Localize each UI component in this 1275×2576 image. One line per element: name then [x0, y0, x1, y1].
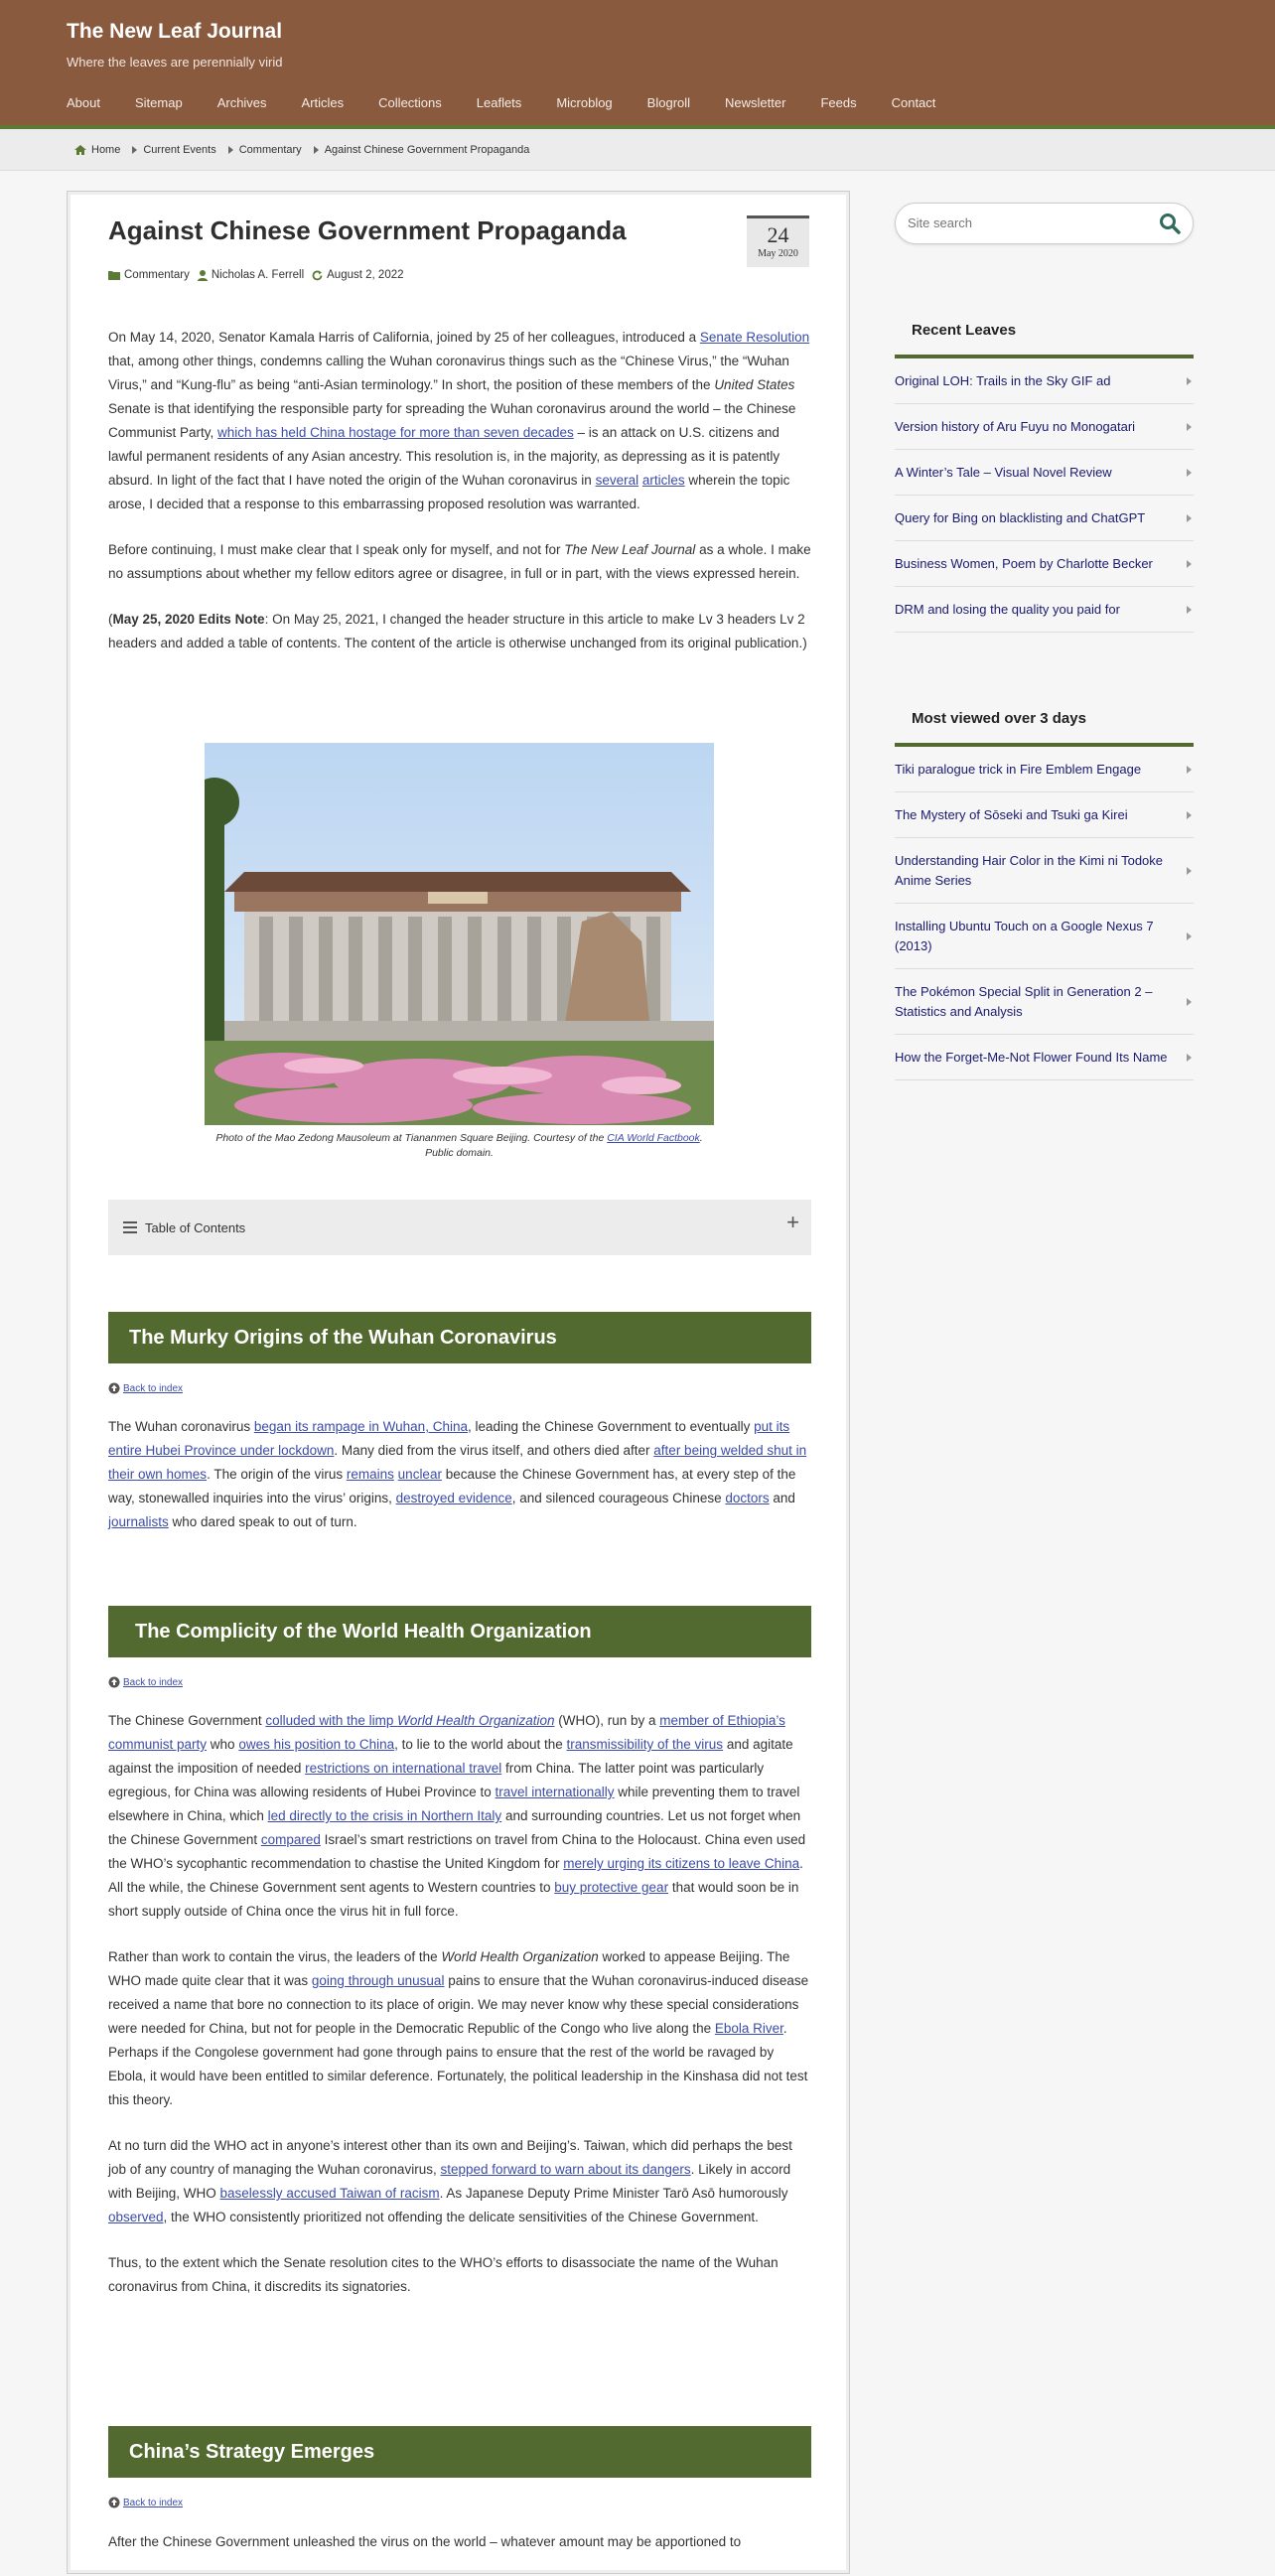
sidebar: [895, 203, 1194, 1080]
search-icon[interactable]: [1159, 213, 1181, 234]
breadcrumb-home-label: Home: [91, 143, 121, 156]
recent-leaves-widget: [895, 322, 1194, 633]
chevron-right-icon: [228, 146, 233, 154]
list-item[interactable]: [895, 587, 1194, 633]
chevron-right-icon: [132, 146, 137, 154]
main-nav: [67, 95, 970, 110]
nav-collections[interactable]: Collections: [378, 95, 442, 110]
breadcrumb-home[interactable]: [74, 144, 120, 156]
list-item[interactable]: [895, 450, 1194, 496]
breadcrumb-current-events[interactable]: [132, 144, 215, 156]
chevron-right-icon: [1187, 560, 1192, 568]
link[interactable]: owes his position to China: [238, 1737, 395, 1752]
chevron-right-icon: [1187, 606, 1192, 614]
link[interactable]: member of Ethiopia’s communist party: [108, 1713, 785, 1752]
link[interactable]: buy protective gear: [554, 1880, 669, 1895]
chevron-right-icon: [1187, 811, 1192, 819]
article-intro: [108, 326, 811, 677]
list-item-label: A Winter’s Tale – Visual Novel Review: [895, 465, 1112, 480]
widget-title: Most viewed over 3 days: [895, 710, 1194, 747]
paragraph: (May 25, 2020 Edits Note: On May 25, 2021, I changed the header structure in this article to make Lv 3 headers Lv 2 headers and added a table of contents. The content of the article is otherwise unchanged from its original publication.): [108, 612, 807, 650]
link[interactable]: articles: [641, 473, 685, 488]
chevron-right-icon: [1187, 469, 1192, 477]
toc-label: Table of Contents: [145, 1219, 246, 1235]
nav-microblog[interactable]: Microblog: [556, 95, 613, 110]
link[interactable]: observed: [108, 2210, 164, 2224]
paragraph: Before continuing, I must make clear that I speak only for myself, and not for The New Leaf Journal as a whole. I make no assumptions about whether my fellow editors agree or disagree, in full or in part, with the views expressed herein.: [108, 542, 811, 581]
link[interactable]: remains: [346, 1467, 394, 1482]
section-heading: China’s Strategy Emerges: [108, 2426, 811, 2478]
caption-text: . Public domain.: [425, 1132, 703, 1159]
back-to-index-link[interactable]: Back to index: [123, 2497, 184, 2508]
breadcrumb-label: Against Chinese Government Propaganda: [324, 143, 530, 156]
list-item-label: DRM and losing the quality you paid for: [895, 602, 1120, 617]
folder-icon: [108, 270, 120, 280]
chevron-right-icon: [1187, 867, 1192, 875]
link[interactable]: colluded with the limp World Health Organization: [265, 1713, 555, 1728]
post-meta: [108, 269, 412, 281]
list-item-label: The Pokémon Special Split in Generation 2 – Statistics and Analysis: [895, 984, 1153, 1019]
link[interactable]: after being welded shut in their own homes: [108, 1443, 807, 1482]
caption-text: Photo of the Mao Zedong Mausoleum at Tiananmen Square Beijing. Courtesy of the: [215, 1132, 608, 1144]
list-item-label: Original LOH: Trails in the Sky GIF ad: [895, 373, 1111, 388]
back-to-index[interactable]: [108, 1382, 183, 1394]
chevron-right-icon: [1187, 514, 1192, 522]
list-item[interactable]: [895, 541, 1194, 587]
link[interactable]: stepped forward to warn about its dangers: [440, 2162, 691, 2177]
nav-sitemap[interactable]: Sitemap: [134, 95, 183, 110]
link[interactable]: Senate Resolution: [699, 330, 810, 345]
chevron-right-icon: [1187, 998, 1192, 1006]
back-to-index-link[interactable]: Back to index: [123, 1382, 184, 1394]
list-item-label: How the Forget-Me-Not Flower Found Its Name: [895, 1050, 1168, 1065]
article-figure: [205, 743, 714, 1161]
link[interactable]: doctors: [725, 1491, 770, 1505]
breadcrumb: [0, 129, 1275, 171]
author-label: Nicholas A. Ferrell: [211, 269, 305, 281]
search-input[interactable]: [908, 215, 1136, 230]
back-to-index[interactable]: [108, 2497, 183, 2508]
link[interactable]: unclear: [397, 1467, 442, 1482]
breadcrumb-label: Current Events: [143, 143, 216, 156]
nav-archives[interactable]: Archives: [216, 95, 267, 110]
list-item-label: Version history of Aru Fuyu no Monogatari: [895, 419, 1136, 434]
figure-caption: [205, 1131, 714, 1161]
nav-newsletter[interactable]: Newsletter: [725, 95, 786, 110]
link[interactable]: going through unusual: [311, 1973, 445, 1988]
list-item[interactable]: [895, 358, 1194, 404]
category-label: Commentary: [124, 269, 190, 281]
list-item-label: Tiki paralogue trick in Fire Emblem Engage: [895, 762, 1142, 777]
section-body: [108, 1709, 811, 2321]
link[interactable]: began its rampage in Wuhan, China: [253, 1419, 468, 1434]
list-item-label: Installing Ubuntu Touch on a Google Nexus 7 (2013): [895, 919, 1154, 953]
chevron-right-icon: [1187, 766, 1192, 774]
updated-label: August 2, 2022: [327, 269, 404, 281]
link[interactable]: led directly to the crisis in Northern Italy: [267, 1808, 502, 1823]
list-item[interactable]: [895, 404, 1194, 450]
home-icon: [74, 145, 86, 155]
list-item-label: Understanding Hair Color in the Kimi ni Todoke Anime Series: [895, 853, 1164, 888]
back-to-index-link[interactable]: Back to index: [123, 1676, 184, 1688]
updated-date: [312, 269, 403, 281]
list-item[interactable]: [895, 904, 1194, 969]
list-item-label: Query for Bing on blacklisting and ChatGPT: [895, 510, 1146, 525]
mausoleum-photo: [205, 743, 714, 1125]
list-item[interactable]: [895, 838, 1194, 904]
list-item[interactable]: [895, 747, 1194, 792]
site-title[interactable]: The New Leaf Journal: [67, 20, 283, 43]
widget-title: Recent Leaves: [895, 322, 1194, 358]
section-body: [108, 1415, 811, 1556]
nav-about[interactable]: About: [67, 95, 100, 110]
table-of-contents-toggle[interactable]: [108, 1200, 811, 1255]
menu-icon: [123, 1221, 137, 1233]
date-day: 24: [767, 222, 789, 247]
link[interactable]: travel internationally: [495, 1785, 615, 1799]
breadcrumb-commentary[interactable]: [228, 144, 302, 156]
section-body: [108, 2530, 811, 2576]
paragraph: The Chinese Government colluded with the limp World Health Organization (WHO), run by a member of Ethiopia’s communist party who owes his position to China, to lie to the world about the transmissibility of the virus and agitate against the imposition of needed restrictions on international travel from China. The latter point was particularly egregious, for China was allowing residents of Hubei Province to travel internationally while preventing them to travel elsewhere in China, which led directly to the crisis in Northern Italy and surrounding countries. Let us not forget when the Chinese Government compared Israel’s smart restrictions on travel from China to the Holocaust. China even used the WHO’s sycophantic recommendation to chastise the United Kingdom for merely urging its citizens to leave China. All the while, the Chinese Government sent agents to Western countries to buy protective gear that would soon be in short supply outside of China once the virus hit in full force.: [108, 1713, 806, 1919]
search-box: [895, 203, 1194, 244]
user-icon: [198, 270, 208, 281]
nav-articles[interactable]: Articles: [301, 95, 345, 110]
author-link[interactable]: [198, 269, 304, 281]
link[interactable]: destroyed evidence: [395, 1491, 512, 1505]
list-item-label: The Mystery of Sōseki and Tsuki ga Kirei: [895, 807, 1128, 822]
nav-feeds[interactable]: Feeds: [820, 95, 857, 110]
nav-contact[interactable]: Contact: [891, 95, 936, 110]
breadcrumb-label: Commentary: [238, 143, 302, 156]
most-viewed-widget: [895, 710, 1194, 1080]
list-item[interactable]: [895, 969, 1194, 1035]
paragraph: On May 14, 2020, Senator Kamala Harris of California, joined by 25 of her colleagues, introduced a Senate Resolution that, among other things, condemns calling the Wuhan coronavirus things such as the “Chinese Virus,” the “Wuhan Virus,” and “Kung-flu” as being “anti-Asian terminology.” In short, the position of these members of the United States Senate is that identifying the responsible party for spreading the Wuhan coronavirus around the world – the Chinese Communist Party, which has held China hostage for more than seven decades – is an attack on U.S. citizens and lawful permanent residents of any Asian ancestry. This resolution is, in the majority, as depressing as it is patently absurd. In light of the fact that I have noted the origin of the Wuhan coronavirus in several articles wherein the topic arose, I decided that a response to this embarrassing proposed resolution was warranted.: [108, 330, 810, 511]
section-heading: The Murky Origins of the Wuhan Coronavirus: [108, 1312, 811, 1363]
page-title: Against Chinese Government Propaganda: [108, 215, 627, 245]
link[interactable]: several: [595, 473, 639, 488]
section-heading: The Complicity of the World Health Organization: [108, 1606, 811, 1657]
list-item[interactable]: [895, 496, 1194, 541]
site-header: [0, 0, 1275, 129]
date-badge: [747, 215, 809, 267]
link[interactable]: compared: [260, 1832, 321, 1847]
category-link[interactable]: [108, 269, 190, 281]
nav-blogroll[interactable]: Blogroll: [646, 95, 691, 110]
arrow-up-circle-icon: [108, 1676, 120, 1688]
paragraph: The Wuhan coronavirus began its rampage in Wuhan, China, leading the Chinese Government to eventually put its entire Hubei Province under lockdown. Many died from the virus itself, and others died after after being welded shut in their own homes. The origin of the virus remains unclear because the Chinese Government has, at every step of the way, stonewalled inquiries into the virus’ origins, destroyed evidence, and silenced courageous Chinese doctors and journalists who dared speak to out of turn.: [108, 1419, 807, 1529]
refresh-icon: [312, 270, 323, 281]
link[interactable]: journalists: [108, 1514, 169, 1529]
link[interactable]: merely urging its citizens to leave China: [563, 1856, 800, 1871]
arrow-up-circle-icon: [108, 2497, 120, 2508]
back-to-index[interactable]: [108, 1676, 183, 1688]
link[interactable]: transmissibility of the virus: [566, 1737, 724, 1752]
arrow-up-circle-icon: [108, 1382, 120, 1394]
paragraph: Thus, to the extent which the Senate resolution cites to the WHO’s efforts to disassociate the name of the Wuhan coronavirus from China, it discredits its signatories.: [108, 2255, 779, 2294]
paragraph: After the Chinese Government unleashed the virus on the world – whatever amount may be apportioned to: [108, 2534, 742, 2549]
paragraph: At no turn did the WHO act in anyone’s interest other than its own and Beijing’s. Taiwan, which did perhaps the best job of any country of managing the Wuhan coronavirus, stepped forward to warn about its dangers. Likely in accord with Beijing, WHO baselessly accused Taiwan of racism. As Japanese Deputy Prime Minister Tarō Asō humorously observed, the WHO consistently prioritized not offending the delicate sensitivities of the Chinese Government.: [108, 2138, 792, 2224]
link[interactable]: restrictions on international travel: [305, 1761, 502, 1776]
paragraph: Rather than work to contain the virus, the leaders of the World Health Organization worked to appease Beijing. The WHO made quite clear that it was going through unusual pains to ensure that the Wuhan coronavirus-induced disease received a name that bore no connection to its place of origin. We may never know why these special considerations were needed for China, but not for people in the Democratic Republic of the Congo who live along the Ebola River. Perhaps if the Congolese government had gone through pains to ensure that the rest of the world be ravaged by Ebola, it would have been entitled to similar deference. Fortunately, the political leadership in the Kinshasa did not test this theory.: [108, 1949, 809, 2107]
article-container: [67, 191, 850, 2574]
date-month: May 2020: [758, 248, 798, 259]
link[interactable]: which has held China hostage for more than seven decades: [217, 425, 574, 440]
chevron-right-icon: [1187, 377, 1192, 385]
site-tagline: Where the leaves are perennially virid: [67, 55, 283, 70]
nav-leaflets[interactable]: Leaflets: [476, 95, 522, 110]
breadcrumb-current-page: [314, 144, 530, 156]
link[interactable]: baselessly accused Taiwan of racism: [219, 2186, 440, 2201]
chevron-right-icon: [1187, 932, 1192, 940]
link[interactable]: Ebola River: [714, 2021, 783, 2036]
chevron-right-icon: [314, 146, 319, 154]
list-item[interactable]: [895, 1035, 1194, 1080]
list-item-label: Business Women, Poem by Charlotte Becker: [895, 556, 1153, 571]
chevron-right-icon: [1187, 1054, 1192, 1062]
chevron-right-icon: [1187, 423, 1192, 431]
link[interactable]: put its entire Hubei Province under lockdown: [108, 1419, 790, 1458]
list-item[interactable]: [895, 792, 1194, 838]
caption-link[interactable]: CIA World Factbook: [607, 1132, 700, 1144]
plus-icon[interactable]: +: [786, 1210, 799, 1234]
